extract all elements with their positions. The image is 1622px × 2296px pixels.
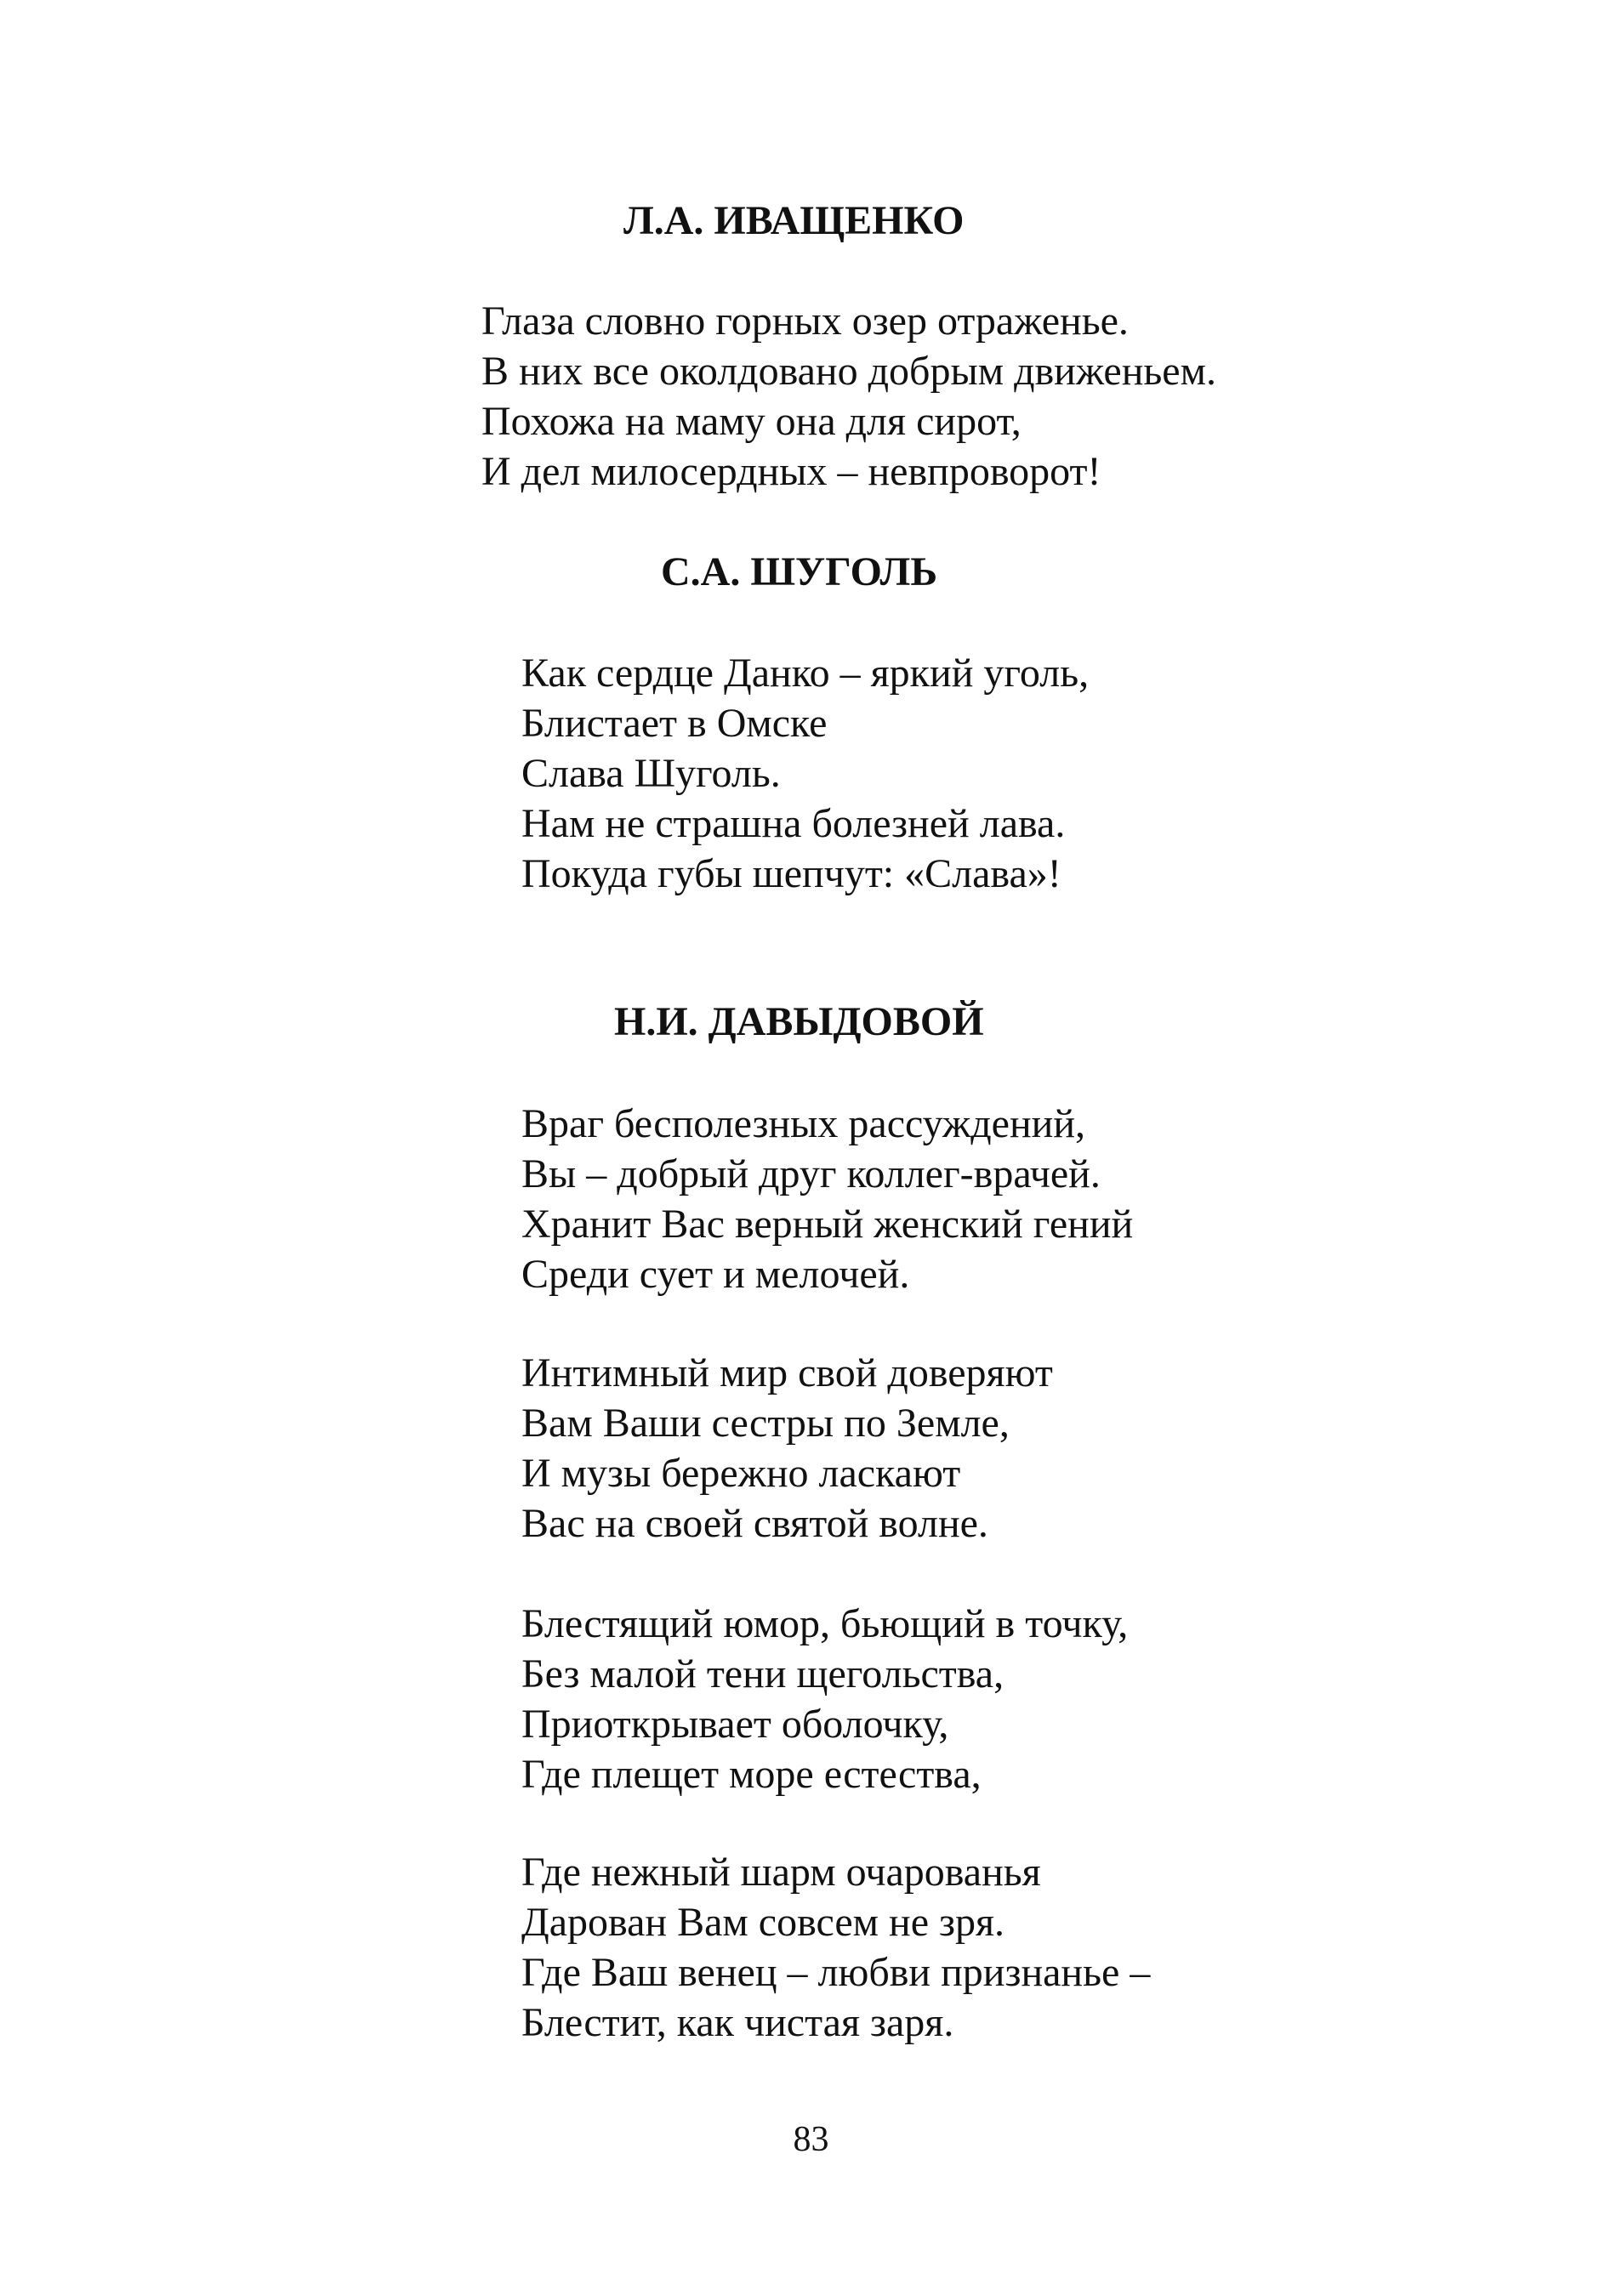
poem-line: Вас на своей святой волне. (521, 1501, 988, 1546)
poem-line: Интимный мир свой доверяют (521, 1350, 1053, 1395)
poem-line: Где нежный шарм очарованья (521, 1850, 1041, 1895)
poem-line: Враг бесполезных рассуждений, (521, 1101, 1085, 1146)
poem-line: Нам не страшна болезней лава. (521, 801, 1066, 846)
poem-line: Где Ваш венец – любви признанье – (521, 1950, 1151, 1995)
poem-line: Похожа на маму она для сирот, (481, 399, 1022, 444)
poem-davydova-stanza-1 (521, 1099, 1133, 1299)
page-number: 83 (793, 2120, 829, 2159)
poem-davydova-stanza-4 (521, 1847, 1150, 2048)
poem-line: Блистает в Омске (521, 701, 828, 746)
poem-line: Приоткрывает оболочку, (521, 1702, 949, 1747)
poem-shugol-stanza-1 (521, 648, 1089, 899)
poem-line: В них все околдовано добрым движеньем. (481, 349, 1216, 394)
poem-davydova-stanza-2 (521, 1348, 1053, 1549)
poem-line: И музы бережно ласкают (521, 1451, 961, 1496)
poem-line: Покуда губы шепчут: «Слава»! (521, 851, 1061, 896)
poem-line: Блестящий юмор, бьющий в точку, (521, 1601, 1129, 1646)
poem-line: Вам Ваши сестры по Земле, (521, 1401, 1010, 1446)
poem-line: Как сердце Данко – яркий уголь, (521, 651, 1090, 696)
poem-line: И дел милосердных – невпроворот! (481, 449, 1101, 494)
poem-line: Дарован Вам совсем не зря. (521, 1900, 1005, 1945)
poem-line: Глаза словно горных озер отраженье. (481, 298, 1129, 344)
poem-line: Среди сует и мелочей. (521, 1252, 910, 1297)
poem-line: Слава Шуголь. (521, 751, 781, 796)
poem-title-ivashchenko: Л.А. ИВАЩЕНКО (623, 198, 965, 243)
poem-ivashchenko-stanza-1 (481, 296, 1216, 497)
poem-title-shugol: С.А. ШУГОЛЬ (661, 549, 938, 594)
poem-line: Блестит, как чистая заря. (521, 2000, 954, 2045)
poem-davydova-stanza-3 (521, 1599, 1128, 1799)
poem-title-davydova: Н.И. ДАВЫДОВОЙ (614, 999, 984, 1044)
poem-line: Хранит Вас верный женский гений (521, 1202, 1134, 1247)
poem-line: Без малой тени щегольства, (521, 1651, 1005, 1696)
poem-line: Где плещет море естества, (521, 1752, 982, 1797)
poem-line: Вы – добрый друг коллег-врачей. (521, 1151, 1101, 1196)
